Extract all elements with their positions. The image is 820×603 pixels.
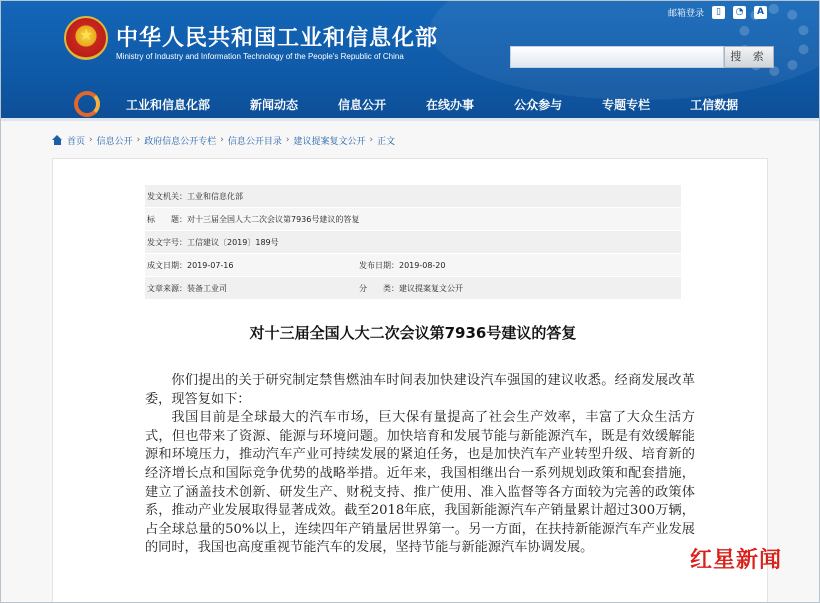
breadcrumb-info-disclosure[interactable]: 信息公开: [96, 136, 133, 147]
watermark-logo: 红星新闻: [690, 547, 783, 573]
document-metadata: [145, 185, 681, 300]
rss-icon[interactable]: ◔: [733, 6, 746, 19]
nav-item-news[interactable]: 新闻动态: [250, 97, 299, 112]
nav-item-public-participation[interactable]: 公众参与: [514, 97, 563, 112]
main-nav: [74, 88, 778, 120]
body-paragraph: 你们提出的关于研究制定禁售燃油车时间表加快建设汽车强国的建议收悉。经商发展改革委，现答复如下：: [145, 373, 695, 407]
meta-source: 文章来源：装备工业司: [147, 283, 227, 293]
meta-row-source: [145, 277, 681, 300]
document-title: 对十三届全国人大二次会议第7936号建议的答复: [249, 324, 577, 342]
search-input[interactable]: [510, 46, 724, 68]
national-emblem-icon: ★: [64, 16, 108, 60]
breadcrumb: 首页 › 信息公开 › 政府信息公开专栏 › 信息公开目录 › 建议提案复文公开 › 正文: [52, 134, 395, 146]
meta-row-doc-number: [145, 231, 681, 254]
breadcrumb-gov-info-column[interactable]: 政府信息公开专栏: [144, 136, 217, 147]
meta-category: 分 类：建议提案复文公开: [359, 283, 463, 293]
meta-row-title: [145, 208, 681, 231]
breadcrumb-info-catalog[interactable]: 信息公开目录: [227, 136, 282, 147]
mobile-icon[interactable]: ▯: [712, 6, 725, 19]
site-subtitle: Ministry of Industry and Information Technology of the People's Republic of China: [116, 52, 404, 61]
meta-row-issuer: [145, 185, 681, 208]
meta-issuer: 发文机关：工业和信息化部: [147, 191, 243, 201]
breadcrumb-current: 正文: [377, 136, 396, 147]
breadcrumb-proposal-replies[interactable]: 建议提案复文公开: [293, 136, 366, 147]
site-title[interactable]: 中华人民共和国工业和信息化部: [116, 26, 439, 51]
email-login-link[interactable]: 邮箱登录: [668, 8, 705, 19]
breadcrumb-home[interactable]: 首页: [67, 136, 86, 147]
nav-item-ministry[interactable]: 工业和信息化部: [126, 97, 211, 112]
text-size-icon[interactable]: A: [754, 6, 767, 19]
meta-title: 标 题：对十三届全国人大二次会议第7936号建议的答复: [147, 214, 360, 224]
nav-item-data[interactable]: 工信数据: [690, 97, 739, 112]
meta-row-dates: [145, 254, 681, 277]
home-icon: [52, 135, 63, 145]
meta-doc-number: 发文字号：工信建议〔2019〕189号: [147, 237, 279, 247]
meta-published-date: 发布日期：2019-08-20: [359, 260, 446, 270]
nav-item-special-topics[interactable]: 专题专栏: [602, 97, 651, 112]
nav-item-online-services[interactable]: 在线办事: [426, 97, 475, 112]
ministry-logo-icon: [74, 91, 100, 117]
body-paragraph: 我国目前是全球最大的汽车市场，巨大保有量提高了社会生产效率，丰富了大众生活方式，但也带来了资源、能源与环境问题。加快培育和发展节能与新能源汽车，既是有效缓解能源和环境压力，推动汽车产业可持续发展的紧迫任务，也是加快汽车产业转型升级、培育新的经济增长点和国际竞争优势的战略举措。近年来，我国相继出台一系列规划政策和配套措施，建立了涵盖技术创新、研发生产、财税支持、推广使用、准入监督等各方面较为完善的政策体系，推动产业发展取得显著成效。截至2018年底，我国新能源汽车产销量累计超过300万辆，占全球总量的50%以上，连续四年产销量居世界第一。另一方面，在扶持新能源汽车产业发展的同时，我国也高度重视节能汽车的发展，坚持节能与新能源汽车协调发展。: [145, 410, 695, 556]
meta-created-date: 成文日期：2019-07-16: [147, 260, 234, 270]
search-button[interactable]: 搜 索: [724, 46, 774, 68]
nav-item-info-disclosure[interactable]: 信息公开: [338, 97, 387, 112]
document-body: [145, 372, 695, 558]
top-links: [668, 4, 767, 20]
